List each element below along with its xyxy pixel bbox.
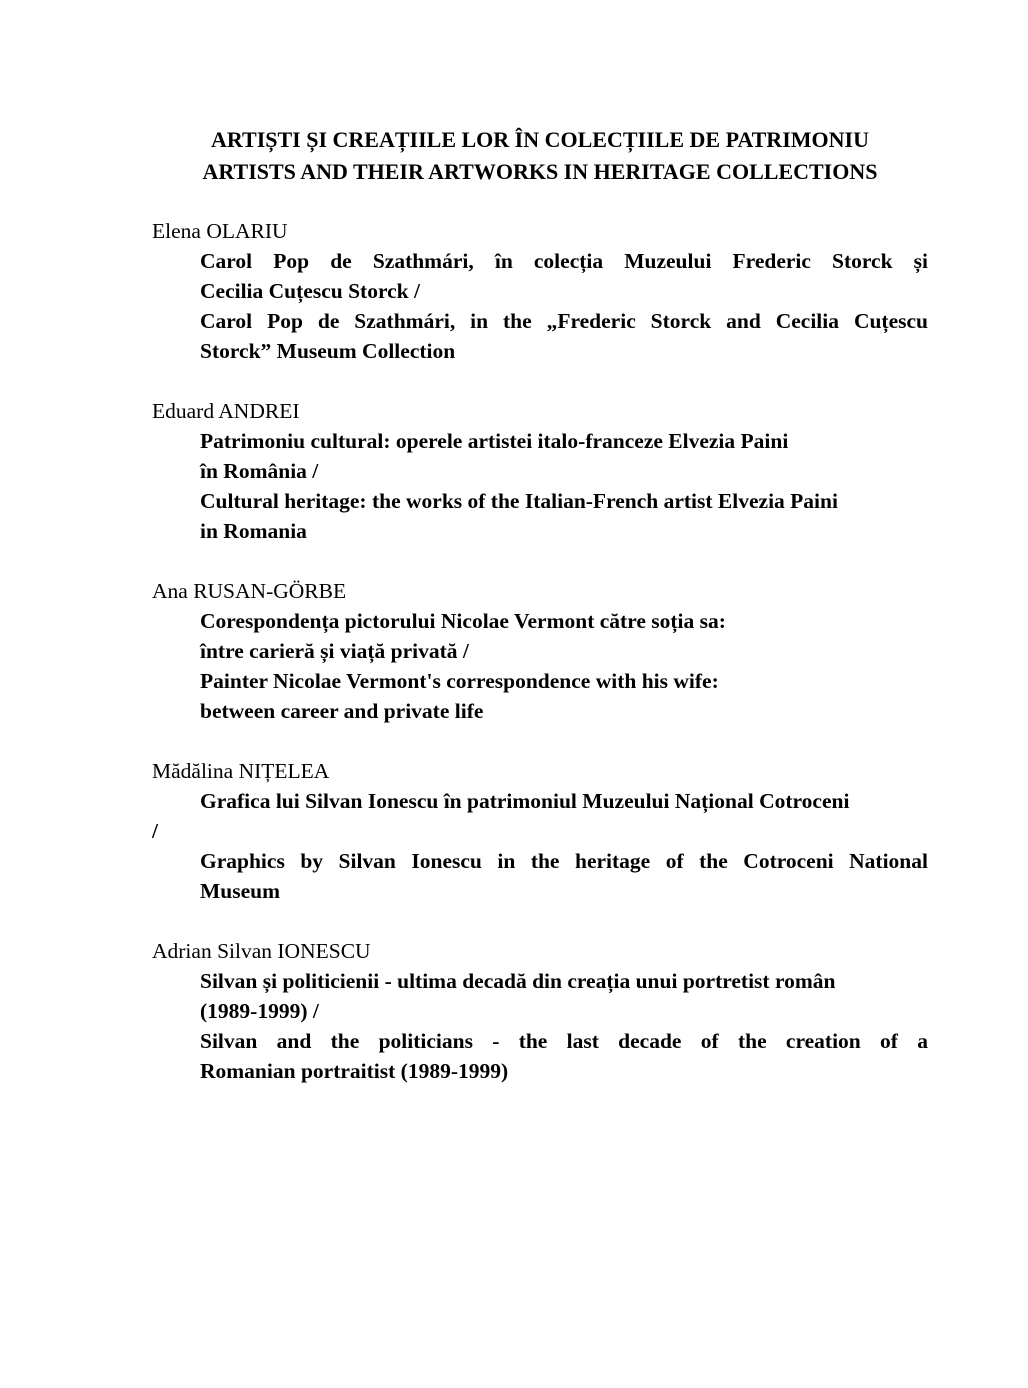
entry-title-line: Patrimoniu cultural: operele artistei italo-franceze Elvezia Paini: [200, 429, 789, 453]
document-title: [152, 124, 928, 188]
toc-entry-olariu: [152, 216, 928, 366]
document-title-line-ro: ARTIȘTI ȘI CREAȚIILE LOR ÎN COLECȚIILE DE PATRIMONIU: [211, 127, 869, 152]
entry-title-line: Graphics by Silvan Ionescu in the heritage of the Cotroceni National: [200, 849, 928, 873]
entry-title-line: Painter Nicolae Vermont's correspondence with his wife:: [200, 669, 719, 693]
entry-title-line: Cultural heritage: the works of the Italian-French artist Elvezia Paini: [200, 489, 838, 513]
entry-title-line: Grafica lui Silvan Ionescu în patrimoniul Muzeului Național Cotroceni: [200, 789, 850, 813]
entry-title-line: Silvan and the politicians - the last decade of the creation of a: [200, 1029, 928, 1053]
document-title-line-en: ARTISTS AND THEIR ARTWORKS IN HERITAGE COLLECTIONS: [202, 159, 878, 184]
entry-title-line: (1989-1999) /: [200, 999, 319, 1023]
toc-entry-nitelea: [152, 756, 928, 906]
entry-author: Adrian Silvan IONESCU: [152, 939, 371, 963]
toc-entry-rusan-gorbe: [152, 576, 928, 726]
entry-title-line: between career and private life: [200, 699, 484, 723]
toc-entry-andrei: [152, 396, 928, 546]
entry-title-line: Silvan și politicienii - ultima decadă din creația unui portretist român: [200, 969, 836, 993]
entry-title-line: Carol Pop de Szathmári, în colecția Muzeului Frederic Storck și: [200, 249, 928, 273]
entry-title-line-slash: /: [152, 819, 158, 843]
entry-author: Mădălina NIȚELEA: [152, 759, 330, 783]
entry-title-line: Corespondența pictorului Nicolae Vermont către soția sa:: [200, 609, 726, 633]
entry-title-line: Cecilia Cuțescu Storck /: [200, 279, 420, 303]
entry-author: Eduard ANDREI: [152, 399, 300, 423]
entry-title-line: in Romania: [200, 519, 307, 543]
entry-title-line: în România /: [200, 459, 319, 483]
entry-title-line: Museum: [200, 879, 281, 903]
entry-title-line: Romanian portraitist (1989-1999): [200, 1059, 509, 1083]
entry-title-line: între carieră și viață privată /: [200, 639, 469, 663]
entry-author: Ana RUSAN-GÖRBE: [152, 579, 347, 603]
entry-title-line: Carol Pop de Szathmári, in the „Frederic Storck and Cecilia Cuțescu: [200, 309, 928, 333]
entry-title-line: Storck” Museum Collection: [200, 339, 456, 363]
toc-entry-ionescu: [152, 936, 928, 1086]
entry-author: Elena OLARIU: [152, 219, 288, 243]
